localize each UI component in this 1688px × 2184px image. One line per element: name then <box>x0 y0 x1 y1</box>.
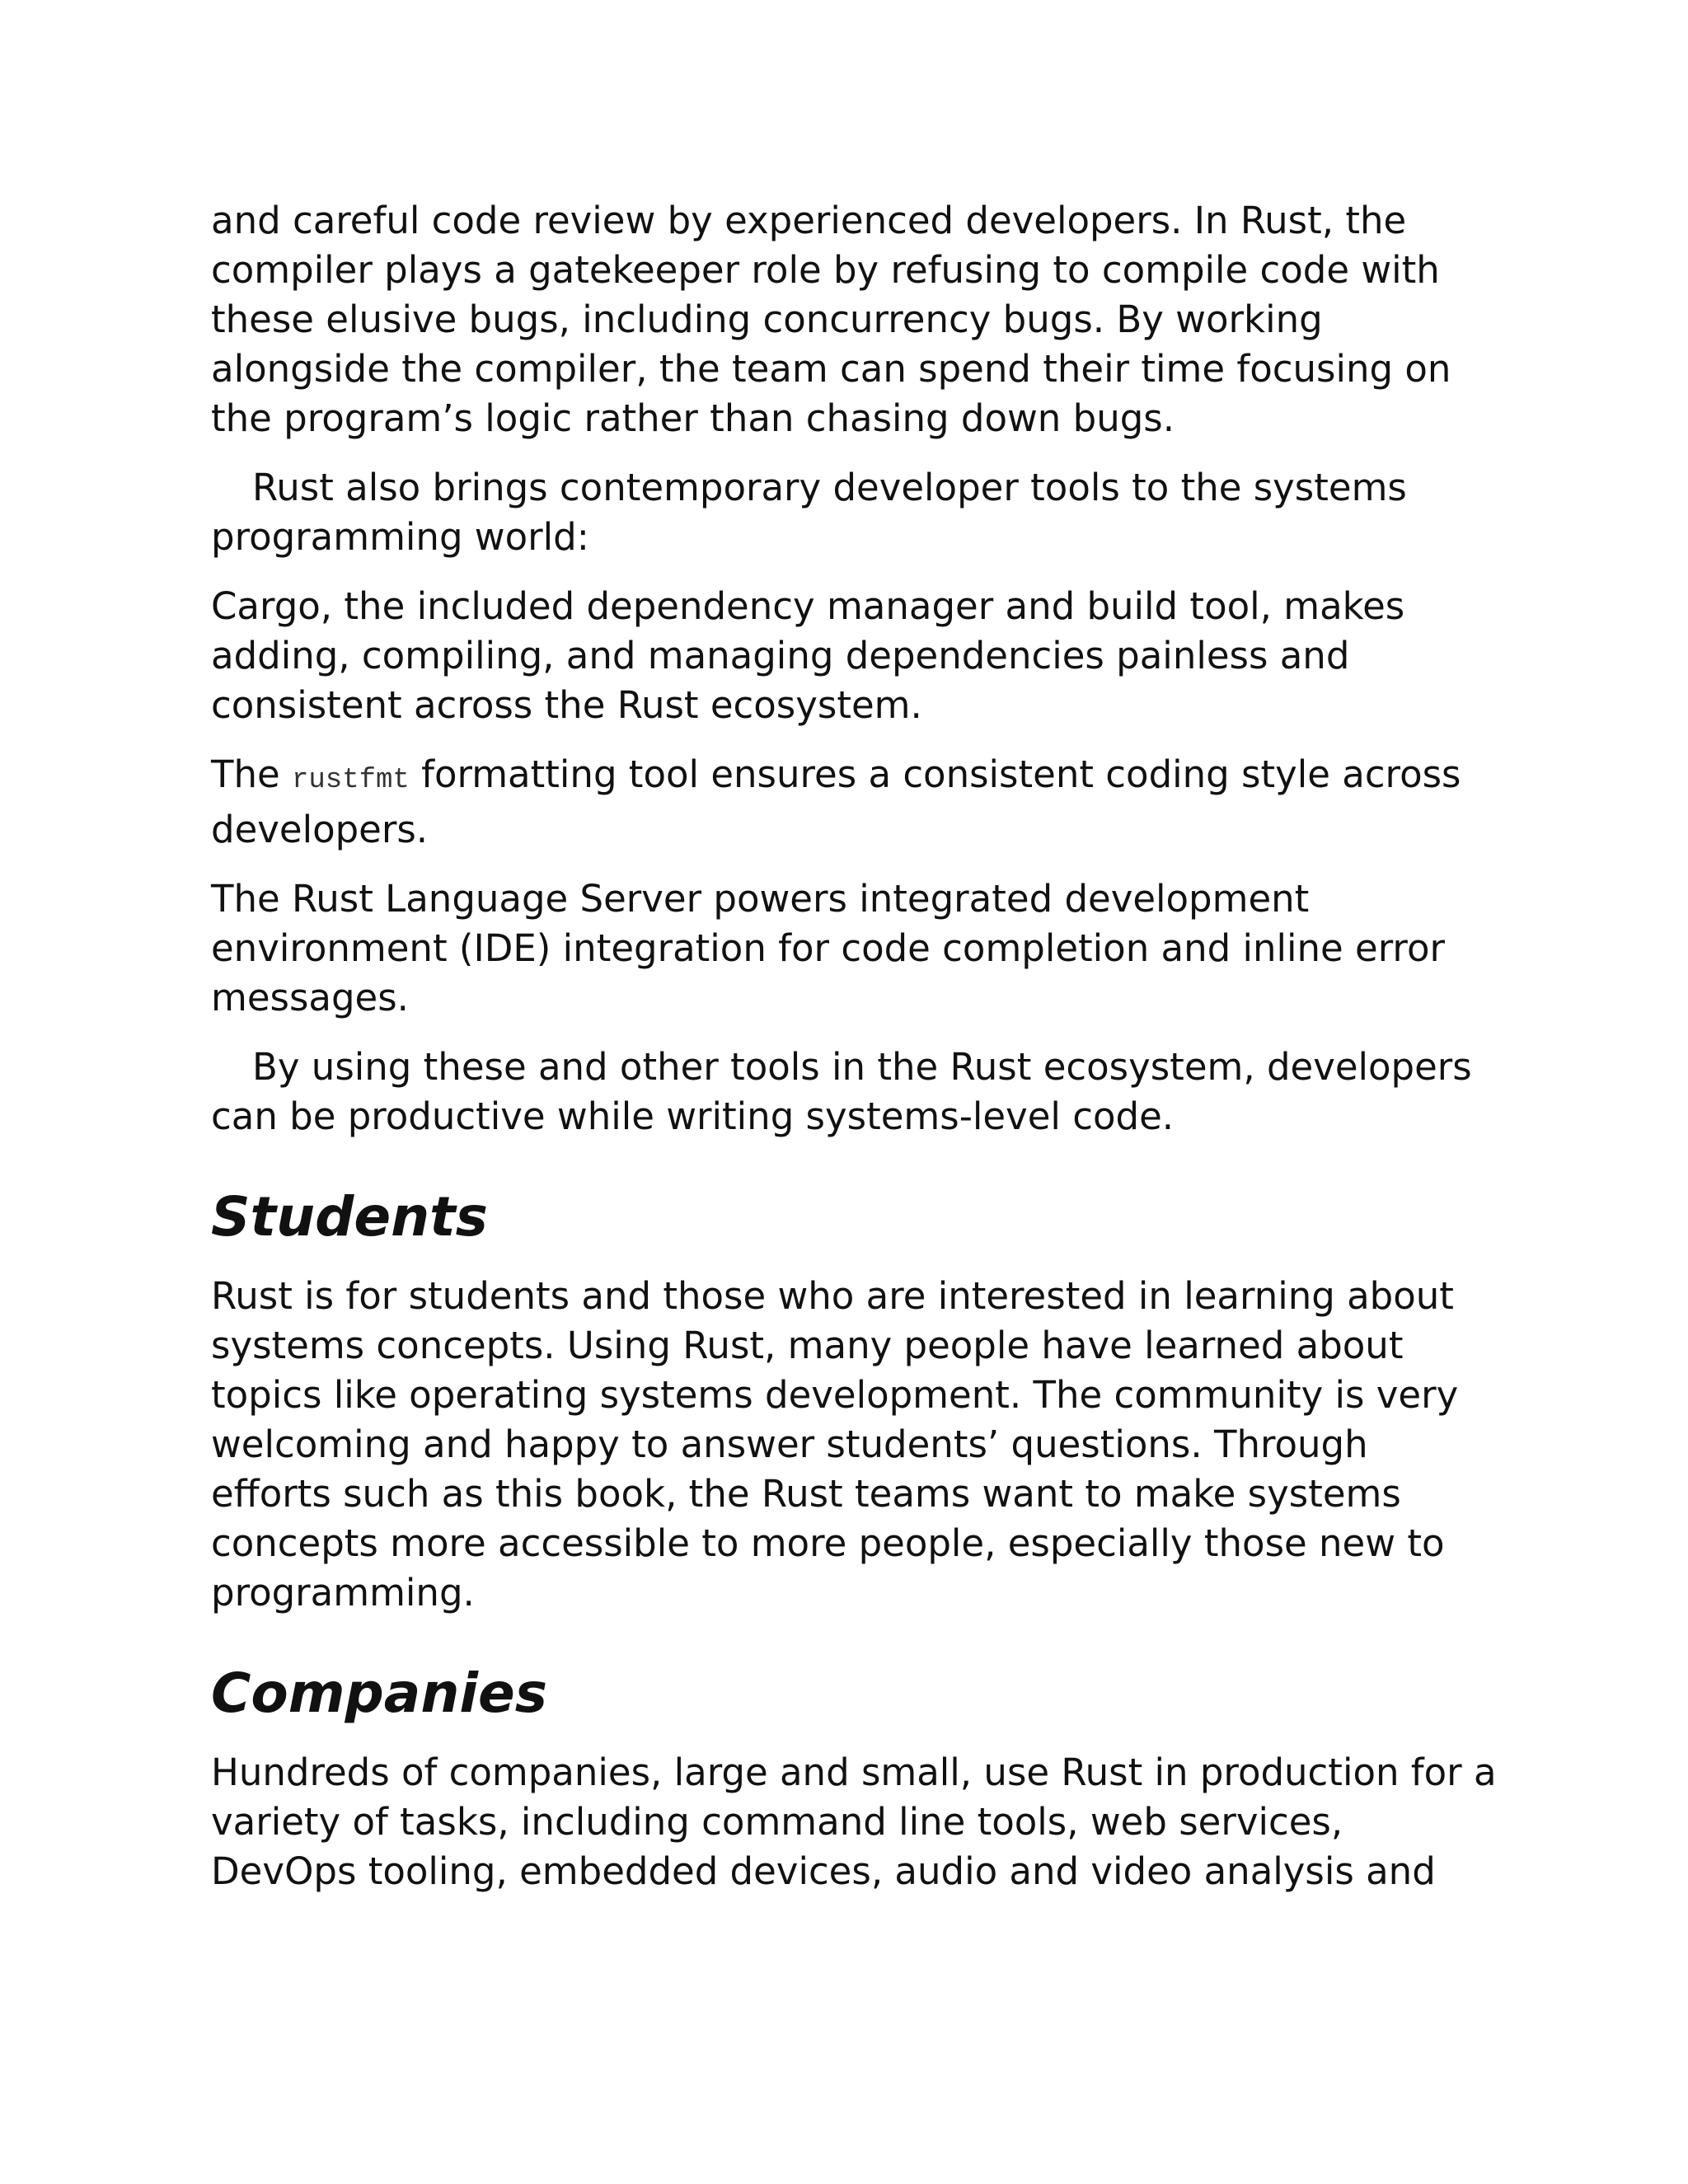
paragraph-companies: Hundreds of companies, large and small, use Rust in production for a variety of tasks, including command line tools, web services, DevOps tooling, embedded devices, audio and video analysis and <box>211 1750 1497 1893</box>
paragraph-cargo: Cargo, the included dependency manager and build tool, makes adding, compiling, and managing dependencies painless and consistent across the Rust ecosystem. <box>211 584 1405 727</box>
paragraph-developer-tools-intro: Rust also brings contemporary developer tools to the systems programming world: <box>211 466 1407 559</box>
paragraph-language-server: The Rust Language Server powers integrated development environment (IDE) integration for code completion and inline error messages. <box>211 877 1445 1019</box>
paragraph-productive: By using these and other tools in the Rust ecosystem, developers can be productive while writing systems-level code. <box>211 1045 1472 1138</box>
rustfmt-code: rustfmt <box>292 765 410 796</box>
heading-students: Students <box>211 1185 488 1249</box>
rustfmt-text-before: The <box>211 752 292 796</box>
rustfmt-text-after: formatting tool ensures a consistent coding style across developers. <box>211 752 1461 851</box>
heading-companies: Companies <box>211 1661 547 1725</box>
paragraph-code-review: and careful code review by experienced developers. In Rust, the compiler plays a gatekeeper role by refusing to compile code with these elusive bugs, including concurrency bugs. By working alongside the compiler, the team can spend their time focusing on the program’s logic rather than chasing down bugs. <box>211 199 1451 440</box>
document-page <box>211 196 1497 1916</box>
paragraph-students: Rust is for students and those who are interested in learning about systems concepts. Using Rust, many people have learned about topics like operating systems development. The community is very welcoming and happy to answer students’ questions. Through efforts such as this book, the Rust teams want to make systems concepts more accessible to more people, especially those new to programming. <box>211 1274 1459 1615</box>
paragraph-rustfmt <box>211 750 1497 855</box>
